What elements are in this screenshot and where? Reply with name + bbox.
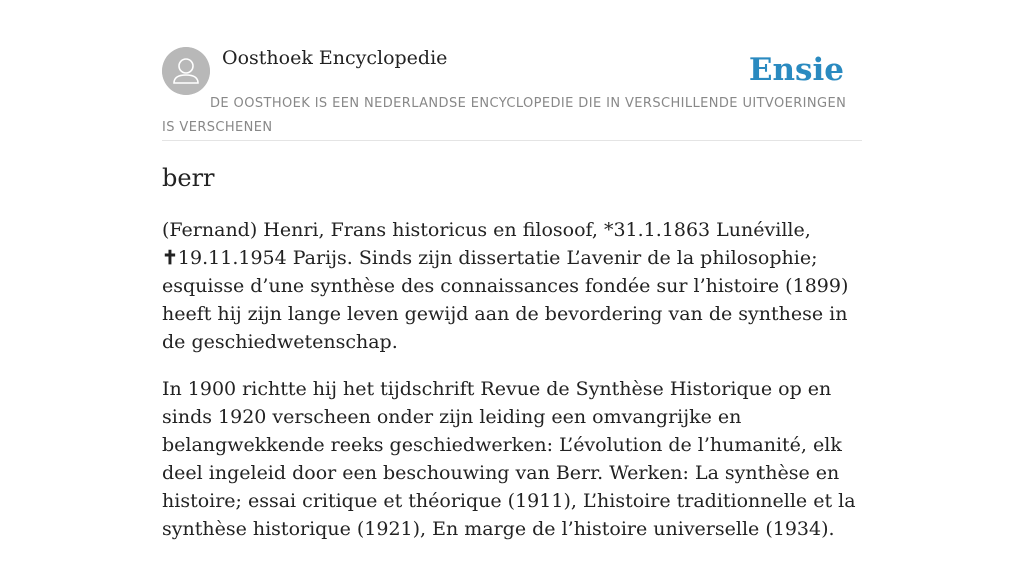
user-icon[interactable] — [162, 47, 210, 95]
entry-title: berr — [162, 164, 215, 192]
entry-paragraph: In 1900 richtte hij het tijdschrift Revue de Synthèse Historique op en sinds 1920 verscheen onder zijn leiding een omvangrijke en belangwekkende reeks geschiedwerken: L’évolution de l’humanité, elk deel ingeleid door een beschouwing van Berr. Werken: La synthèse en histoire; essai critique et théorique (1911), L’histoire traditionnelle et la synthèse historique (1921), En marge de l’histoire universelle (1934). — [162, 378, 856, 540]
site-header — [162, 46, 862, 141]
site-tagline — [162, 92, 862, 140]
paragraph-text: (Fernand) Henri, Frans historicus en filosoof, *31.1.1863 Lunéville, — [162, 219, 811, 241]
site-title-link[interactable]: Oosthoek Encyclopedie — [222, 47, 448, 69]
brand-logo-link[interactable]: Ensie — [748, 52, 844, 88]
death-cross-icon: ✝ — [162, 247, 178, 269]
entry-body — [162, 216, 862, 562]
entry-paragraph — [162, 216, 862, 356]
tagline-text: DE OOSTHOEK IS EEN NEDERLANDSE ENCYCLOPEDIE DIE IN VERSCHILLENDE UITVOERINGEN IS VERSCHENEN — [162, 96, 847, 135]
paragraph-text: 19.11.1954 Parijs. Sinds zijn dissertatie L’avenir de la philosophie; esquisse d’une synthèse des connaissances fondée sur l’histoire (1899) heeft hij zijn lange leven gewijd aan de bevordering van de synthese in de geschiedwetenschap. — [162, 247, 849, 353]
